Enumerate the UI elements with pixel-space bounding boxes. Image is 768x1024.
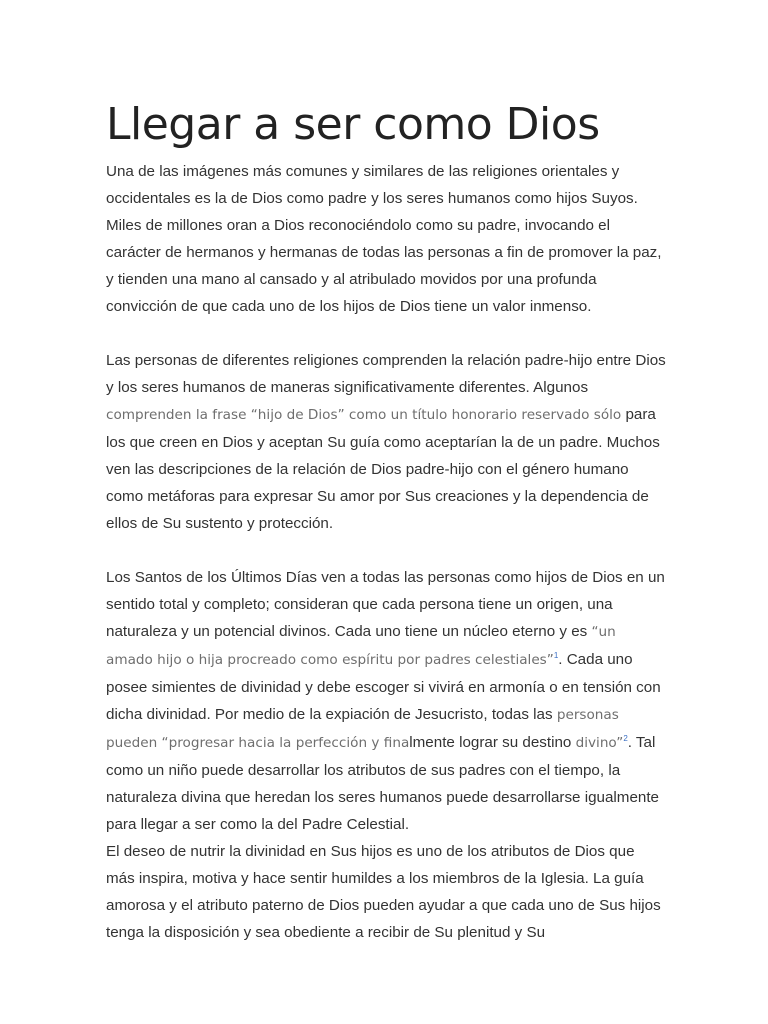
page-title: Llegar a ser como Dios	[106, 99, 600, 150]
paragraph-3-text-c: . Cada uno posee simientes de divinidad y debe escoger si vivirá en armonía o en tensión con dicha divinidad. Por medio de la expiación de Jesucristo, todas las	[106, 651, 661, 723]
paragraph-3-quote-2-end: divino”	[575, 735, 624, 751]
paragraph-3	[106, 564, 666, 838]
paragraph-4: El deseo de nutrir la divinidad en Sus hijos es uno de los atributos de Dios que más inspira, motiva y hace sentir humildes a los miembros de la Iglesia. La guía amorosa y el atributo paterno de Dios pueden ayudar a que cada uno de Sus hijos tenga la disposición y sea obediente a recibir de Su plenitud y Su	[106, 843, 661, 941]
paragraph-2-text-a: Las personas de diferentes religiones comprenden la relación padre-hijo entre Dios y los seres humanos de maneras significativamente diferentes. Algunos	[106, 352, 666, 396]
paragraph-1: Una de las imágenes más comunes y similares de las religiones orientales y occidentales es la de Dios como padre y los seres humanos como hijos Suyos. Miles de millones oran a Dios reconociéndolo como su padre, invocando el carácter de hermanos y hermanas de todas las personas a fin de promover la paz, y tienden una mano al cansado y al atribulado movidos por una profunda convicción de que cada uno de los hijos de Dios tiene un valor inmenso.	[106, 163, 662, 315]
paragraph-3-text-a: Los Santos de los Últimos Días ven a todas las personas como hijos de Dios en un sentido total y completo; consideran que cada persona tiene un origen, una naturaleza y un potencial divinos. Cada uno tiene un núcleo eterno y es	[106, 569, 665, 640]
footnote-link-1[interactable]: 1	[553, 650, 559, 660]
paragraph-3-text-e: lmente lograr su destino	[409, 734, 576, 751]
paragraph-2	[106, 347, 666, 537]
paragraph-2-text-c: para los que creen en Dios y aceptan Su guía como aceptarían la de un padre. Muchos ven las descripciones de la relación de Dios padre-hijo con el género humano como metáforas para expresar Su amor por Sus creaciones y la dependencia de ellos de Su sustento y protección.	[106, 406, 660, 532]
footnote-link-2[interactable]: 2	[623, 733, 628, 743]
paragraph-3-quote-2: personas pueden “progresar hacia la perfección y fina	[106, 707, 619, 751]
document-page	[106, 96, 666, 946]
paragraph-3-quote-1: “un amado hijo o hija procreado como espíritu por padres celestiales”	[106, 624, 616, 668]
paragraph-3-text-g: . Tal como un niño puede desarrollar los atributos de sus padres con el tiempo, la naturaleza divina que heredan los seres humanos puede desarrollarse igualmente para llegar a ser como la del Padre Celestial.	[106, 734, 660, 833]
paragraph-2-quote: comprenden la frase “hijo de Dios” como un título honorario reservado sólo	[106, 407, 622, 423]
